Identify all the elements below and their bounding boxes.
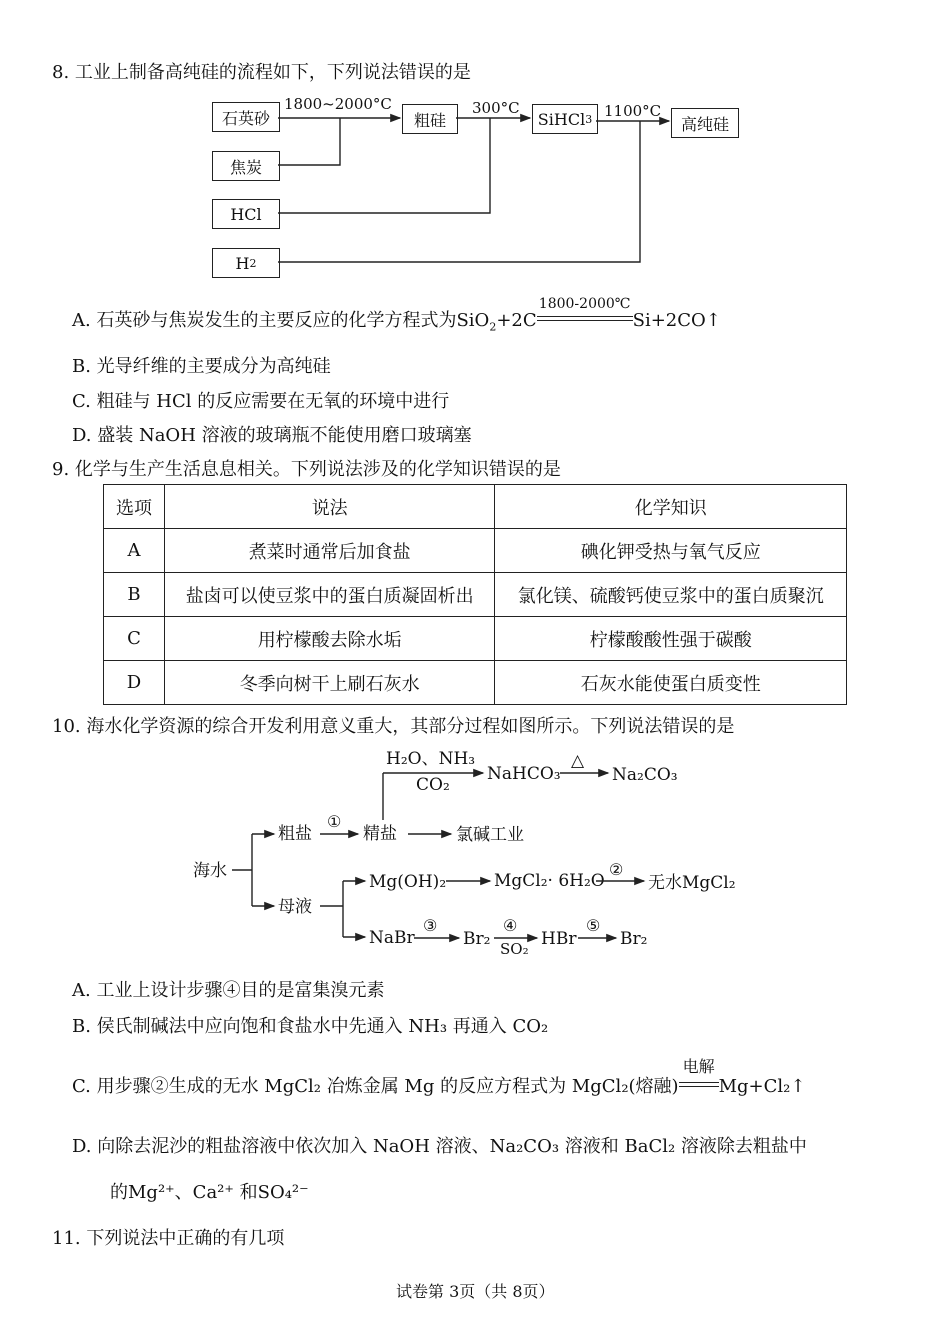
label-reagents-bottom: CO₂ <box>416 775 450 795</box>
eq-left-sub: 2 <box>489 320 497 334</box>
label-crude-salt: 粗盐 <box>278 824 312 844</box>
row-option: D <box>104 661 165 705</box>
table-row <box>104 573 847 617</box>
row-statement: 煮菜时通常后加食盐 <box>164 529 495 573</box>
label-seawater: 海水 <box>193 861 227 881</box>
box-coke: 焦炭 <box>212 151 280 181</box>
label-step4: ④ <box>503 916 518 935</box>
q11-stem: 11. 下列说法中正确的有几项 <box>52 1228 285 1249</box>
row-option: B <box>104 573 165 617</box>
row-statement: 盐卤可以使豆浆中的蛋白质凝固析出 <box>164 573 495 617</box>
q8-flow-lines <box>0 0 950 300</box>
eq-left-rest: +2C <box>496 310 537 331</box>
q9-stem: 9. 化学与生产生活息息相关。下列说法涉及的化学知识错误的是 <box>52 459 561 480</box>
table-row <box>104 617 847 661</box>
q10-option-a: A. 工业上设计步骤④目的是富集溴元素 <box>72 980 385 1001</box>
row-knowledge: 柠檬酸酸性强于碳酸 <box>495 617 847 661</box>
sihcl3-sub: 3 <box>585 112 593 126</box>
label-step1: ① <box>327 812 342 831</box>
row-statement: 用柠檬酸去除水垢 <box>164 617 495 661</box>
label-temp-2: 300°C <box>472 99 520 117</box>
label-fine-salt: 精盐 <box>363 824 397 844</box>
row-statement: 冬季向树干上刷石灰水 <box>164 661 495 705</box>
label-mgoh2: Mg(OH)₂ <box>369 872 447 892</box>
row-option: C <box>104 617 165 661</box>
q8-stem: 8. 工业上制备高纯硅的流程如下，下列说法错误的是 <box>52 62 471 83</box>
label-hbr: HBr <box>541 929 577 949</box>
q10-stem: 10. 海水化学资源的综合开发利用意义重大，其部分过程如图所示。下列说法错误的是 <box>52 716 735 737</box>
row-knowledge: 石灰水能使蛋白质变性 <box>495 661 847 705</box>
q9-table <box>103 484 847 705</box>
q10-option-c-text: C. 用步骤②生成的无水 MgCl₂ 冶炼金属 Mg 的反应方程式为 MgCl₂(熔融) <box>72 1076 679 1097</box>
label-step5: ⑤ <box>586 916 601 935</box>
header-option: 选项 <box>104 485 165 529</box>
q10-option-b: B. 侯氏制碱法中应向饱和食盐水中先通入 NH₃ 再通入 CO₂ <box>72 1016 549 1037</box>
row-knowledge: 碘化钾受热与氧气反应 <box>495 529 847 573</box>
box-quartz-sand: 石英砂 <box>212 102 280 132</box>
eq-left-base: SiO <box>456 310 490 331</box>
label-so2: SO₂ <box>500 940 529 958</box>
h2-base: H <box>235 253 250 273</box>
header-chem-knowledge: 化学知识 <box>495 485 847 529</box>
electrolysis-sign <box>679 1057 719 1096</box>
label-step3: ③ <box>423 916 438 935</box>
q10-option-c-product: Mg+Cl₂↑ <box>718 1076 806 1097</box>
label-nabr: NaBr <box>369 928 415 948</box>
q8-option-d: D. 盛装 NaOH 溶液的玻璃瓶不能使用磨口玻璃塞 <box>72 425 472 446</box>
label-step2: ② <box>609 860 624 879</box>
label-br2-b: Br₂ <box>620 929 648 949</box>
eq-right: Si+2CO↑ <box>632 310 721 331</box>
sihcl3-base: SiHCl <box>537 109 586 129</box>
box-hcl: HCl <box>212 199 280 229</box>
q10-option-d-line1: D. 向除去泥沙的粗盐溶液中依次加入 NaOH 溶液、Na₂CO₃ 溶液和 BaCl₂ 溶液除去粗盐中 <box>72 1136 807 1157</box>
table-row <box>104 529 847 573</box>
h2-sub: 2 <box>249 256 257 270</box>
q10-option-d-line2: 的Mg²⁺、Ca²⁺ 和SO₄²⁻ <box>110 1182 309 1203</box>
q8-option-c: C. 粗硅与 HCl 的反应需要在无氧的环境中进行 <box>72 391 450 412</box>
q8-option-a <box>72 296 721 334</box>
label-mgcl2-hydrate: MgCl₂· 6H₂O <box>494 871 605 891</box>
row-option: A <box>104 529 165 573</box>
label-na2co3: Na₂CO₃ <box>612 765 678 785</box>
label-nahco3: NaHCO₃ <box>487 764 561 784</box>
label-heat: △ <box>571 751 585 771</box>
label-anhydrous-mgcl2: 无水MgCl₂ <box>648 873 736 893</box>
box-crude-silicon: 粗硅 <box>402 104 458 134</box>
table-row <box>104 661 847 705</box>
electrolysis-label: 电解 <box>682 1057 715 1076</box>
q8-option-a-text: A. 石英砂与焦炭发生的主要反应的化学方程式为 <box>72 310 457 331</box>
row-knowledge: 氯化镁、硫酸钙使豆浆中的蛋白质聚沉 <box>495 573 847 617</box>
eq-condition: 1800-2000℃ <box>538 296 631 312</box>
label-mother-liquor: 母液 <box>278 897 312 917</box>
header-statement: 说法 <box>164 485 495 529</box>
page-footer: 试卷第 3页（共 8页） <box>396 1282 555 1301</box>
label-chlor-alkali: 氯碱工业 <box>456 825 524 845</box>
q8-option-b: B. 光导纤维的主要成分为高纯硅 <box>72 356 331 377</box>
label-temp-3: 1100°C <box>604 102 662 120</box>
q10-option-c <box>72 1057 806 1098</box>
q10-process-diagram <box>0 740 950 965</box>
label-reagents-top: H₂O、NH₃ <box>386 749 476 769</box>
table-header-row <box>104 485 847 529</box>
label-br2-a: Br₂ <box>463 929 491 949</box>
label-temp-1: 1800~2000°C <box>284 95 392 113</box>
eq-condition-sign <box>537 296 633 330</box>
box-pure-silicon: 高纯硅 <box>671 108 739 138</box>
